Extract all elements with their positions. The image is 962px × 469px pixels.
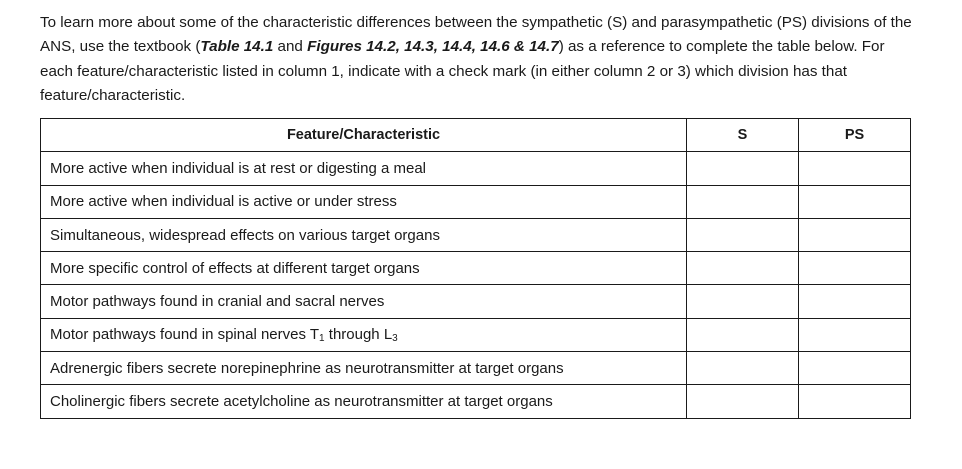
instructions-text-3: ) as a reference to complete the table below. For each feature/characteristic listed in column 1, indicate with a check mark (in either column 2 or 3) which division has that feature/characteristic. [40,38,885,104]
s-check-cell[interactable] [687,285,799,318]
figures-reference: Figures 14.2, 14.3, 14.4, 14.6 & 14.7 [307,38,559,56]
table-row [41,285,911,318]
subscript-3: 3 [392,332,398,344]
s-check-cell[interactable] [687,352,799,385]
s-check-cell[interactable] [687,318,799,351]
ps-check-cell[interactable] [799,285,911,318]
ps-check-cell[interactable] [799,318,911,351]
table-row [41,385,911,418]
header-feature: Feature/Characteristic [41,119,687,152]
feature-cell: Adrenergic fibers secrete norepinephrine as neurotransmitter at target organs [41,352,687,385]
table-header-row [41,119,911,152]
feature-cell [41,318,687,351]
feature-text-start: Motor pathways found in spinal nerves T [50,325,320,343]
feature-cell: Motor pathways found in cranial and sacral nerves [41,285,687,318]
ps-check-cell[interactable] [799,385,911,418]
table-row [41,185,911,218]
ps-check-cell[interactable] [799,218,911,251]
s-check-cell[interactable] [687,385,799,418]
feature-cell: More specific control of effects at different target organs [41,252,687,285]
ps-check-cell[interactable] [799,352,911,385]
feature-cell: Cholinergic fibers secrete acetylcholine as neurotransmitter at target organs [41,385,687,418]
feature-cell: More active when individual is active or under stress [41,185,687,218]
table-row [41,318,911,351]
subscript-1: 1 [319,332,325,344]
header-ps: PS [799,119,911,152]
feature-cell: More active when individual is at rest or digesting a meal [41,152,687,185]
feature-text-mid: through L [324,325,393,343]
s-check-cell[interactable] [687,152,799,185]
table-row [41,152,911,185]
table-reference: Table 14.1 [200,38,274,56]
table-row [41,218,911,251]
ps-check-cell[interactable] [799,252,911,285]
s-check-cell[interactable] [687,185,799,218]
table-row [41,252,911,285]
header-s: S [687,119,799,152]
table-row [41,352,911,385]
s-check-cell[interactable] [687,252,799,285]
feature-cell: Simultaneous, widespread effects on various target organs [41,218,687,251]
ps-check-cell[interactable] [799,185,911,218]
instructions-paragraph [40,11,920,108]
instructions-text-1: To learn more about some of the characteristic differences between the sympathetic (S) and parasympathetic (PS) divisions of the ANS, use the textbook ( [40,14,912,56]
instructions-text-2: and [273,38,308,56]
s-check-cell[interactable] [687,218,799,251]
ps-check-cell[interactable] [799,152,911,185]
feature-table [40,118,911,419]
